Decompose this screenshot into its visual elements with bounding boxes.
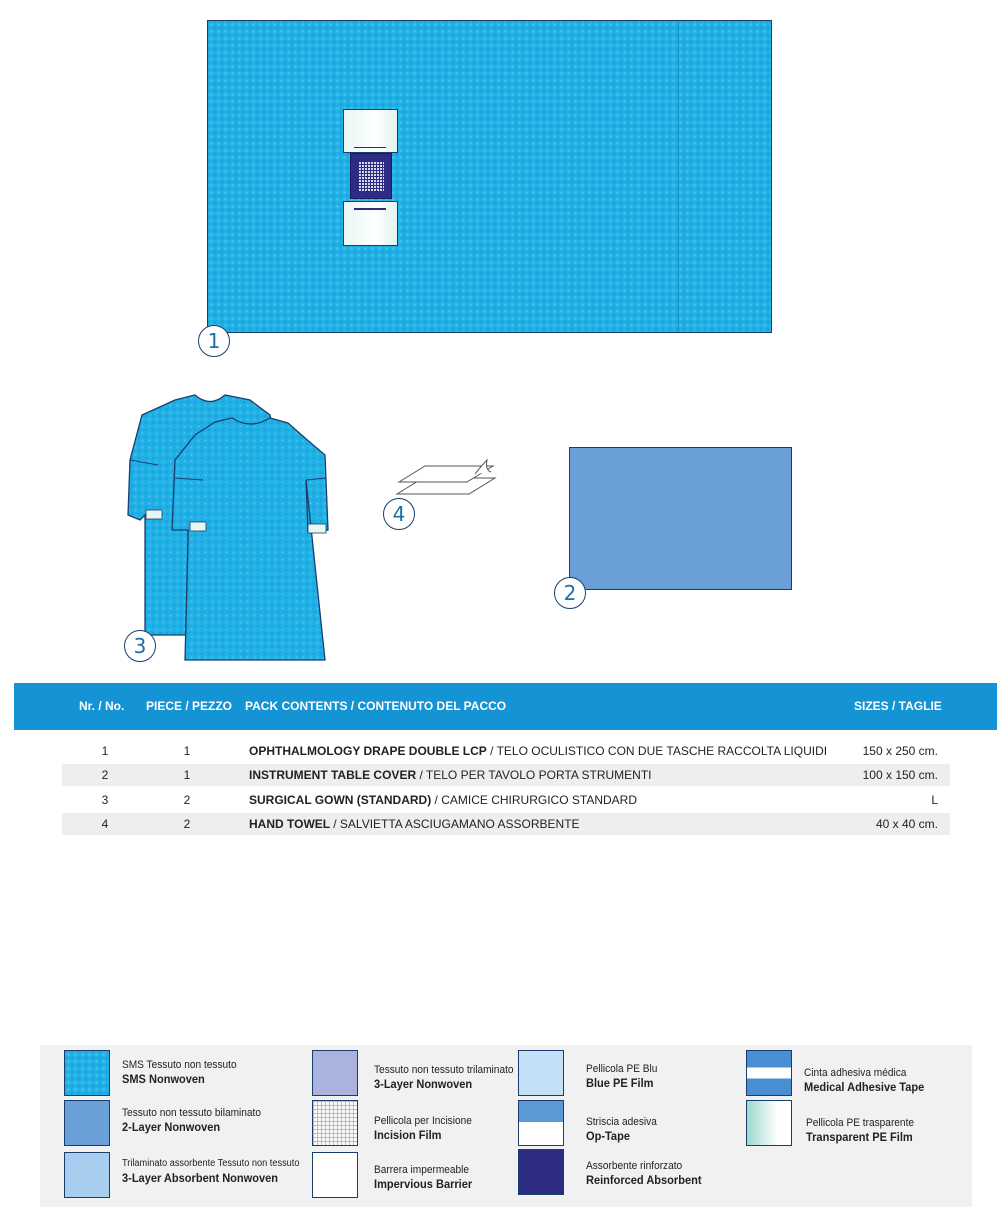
row-item-desc: / TELO OCULISTICO CON DUE TASCHE RACCOLTA LIQUIDI xyxy=(486,744,828,758)
legend-3-layer: Tessuto non tessuto trilaminato 3-Layer Nonwoven xyxy=(374,1064,514,1091)
hand-towel-illustration xyxy=(395,456,505,511)
row-size: 100 x 150 cm. xyxy=(862,768,938,782)
legend-2-layer: Tessuto non tessuto bilaminato 2-Layer Nonwoven xyxy=(122,1107,261,1134)
pack-contents-table-header xyxy=(14,683,997,730)
row-size: 150 x 250 cm. xyxy=(862,744,938,758)
table-row xyxy=(62,813,950,835)
swatch-medical-adhesive-tape xyxy=(746,1050,792,1096)
row-item-desc: / CAMICE CHIRURGICO STANDARD xyxy=(431,793,638,807)
surgical-gown-illustration xyxy=(120,390,340,665)
row-nr: 4 xyxy=(101,817,109,831)
swatch-3-layer-nonwoven xyxy=(312,1050,358,1096)
legend-transparent-pe-film: Pellicola PE trasparente Transparent PE Film xyxy=(806,1117,915,1144)
swatch-impervious-barrier xyxy=(312,1152,358,1198)
table-row xyxy=(62,789,950,811)
swatch-incision-film xyxy=(312,1100,358,1146)
swatch-op-tape xyxy=(518,1100,564,1146)
legend-impervious-barrier: Barrera impermeable Impervious Barrier xyxy=(374,1164,473,1191)
swatch-transparent-pe-film xyxy=(746,1100,792,1146)
swatch-sms-nonwoven xyxy=(64,1050,110,1096)
header-contents: PACK CONTENTS / CONTENUTO DEL PACCO xyxy=(245,699,507,713)
header-nr: Nr. / No. xyxy=(79,699,125,713)
legend-incision-film: Pellicola per Incisione Incision Film xyxy=(374,1115,472,1142)
row-nr: 1 xyxy=(101,744,109,758)
legend-blue-pe-film: Pellicola PE Blu Blue PE Film xyxy=(586,1063,658,1090)
row-contents xyxy=(249,740,827,762)
table-row xyxy=(62,764,950,786)
instrument-table-cover-illustration xyxy=(569,447,792,590)
swatch-blue-pe-film xyxy=(518,1050,564,1096)
fluid-pouch-top xyxy=(343,109,398,153)
row-item-desc: / TELO PER TAVOLO PORTA STRUMENTI xyxy=(419,768,652,782)
row-item-name: INSTRUMENT TABLE COVER xyxy=(249,768,420,782)
legend-sms: SMS Tessuto non tessuto SMS Nonwoven xyxy=(122,1059,237,1086)
swatch-3-layer-absorbent xyxy=(64,1152,110,1198)
item-number-4: 4 xyxy=(383,498,415,530)
table-row xyxy=(62,740,950,762)
incision-window xyxy=(350,153,392,199)
legend-3-layer-absorbent: Trilaminato assorbente Tessuto non tessuto 3-Layer Absorbent Nonwoven xyxy=(122,1158,300,1185)
row-contents xyxy=(249,764,652,786)
legend-op-tape: Striscia adesiva Op-Tape xyxy=(586,1116,657,1143)
incision-film-mesh xyxy=(358,161,384,191)
legend-reinforced-absorbent: Assorbente rinforzato Reinforced Absorbent xyxy=(586,1160,702,1187)
row-item-name: SURGICAL GOWN (STANDARD) xyxy=(249,793,432,807)
row-contents xyxy=(249,789,637,811)
row-item-name: HAND TOWEL xyxy=(249,817,334,831)
ophthalmology-drape-illustration xyxy=(207,20,772,333)
row-pieces: 1 xyxy=(183,744,191,758)
row-pieces: 2 xyxy=(183,817,191,831)
item-number-1: 1 xyxy=(198,325,230,357)
row-nr: 3 xyxy=(101,793,109,807)
fluid-pouch-bottom xyxy=(343,201,398,246)
swatch-2-layer-nonwoven xyxy=(64,1100,110,1146)
row-size: L xyxy=(931,793,938,807)
row-item-desc: / SALVIETTA ASCIUGAMANO ASSORBENTE xyxy=(333,817,580,831)
item-number-2: 2 xyxy=(554,577,586,609)
material-legend xyxy=(40,1045,972,1207)
header-piece: PIECE / PEZZO xyxy=(146,699,233,713)
row-contents xyxy=(249,813,580,835)
row-nr: 2 xyxy=(101,768,109,782)
row-size: 40 x 40 cm. xyxy=(875,817,938,831)
swatch-reinforced-absorbent xyxy=(518,1149,564,1195)
row-pieces: 1 xyxy=(183,768,191,782)
row-item-name: OPHTHALMOLOGY DRAPE DOUBLE LCP xyxy=(249,744,487,758)
header-sizes: SIZES / TAGLIE xyxy=(854,699,942,713)
drape-fold-line xyxy=(678,21,679,332)
row-pieces: 2 xyxy=(183,793,191,807)
item-number-3: 3 xyxy=(124,630,156,662)
legend-medical-adhesive-tape: Cinta adhesiva médica Medical Adhesive Tape xyxy=(804,1067,925,1094)
